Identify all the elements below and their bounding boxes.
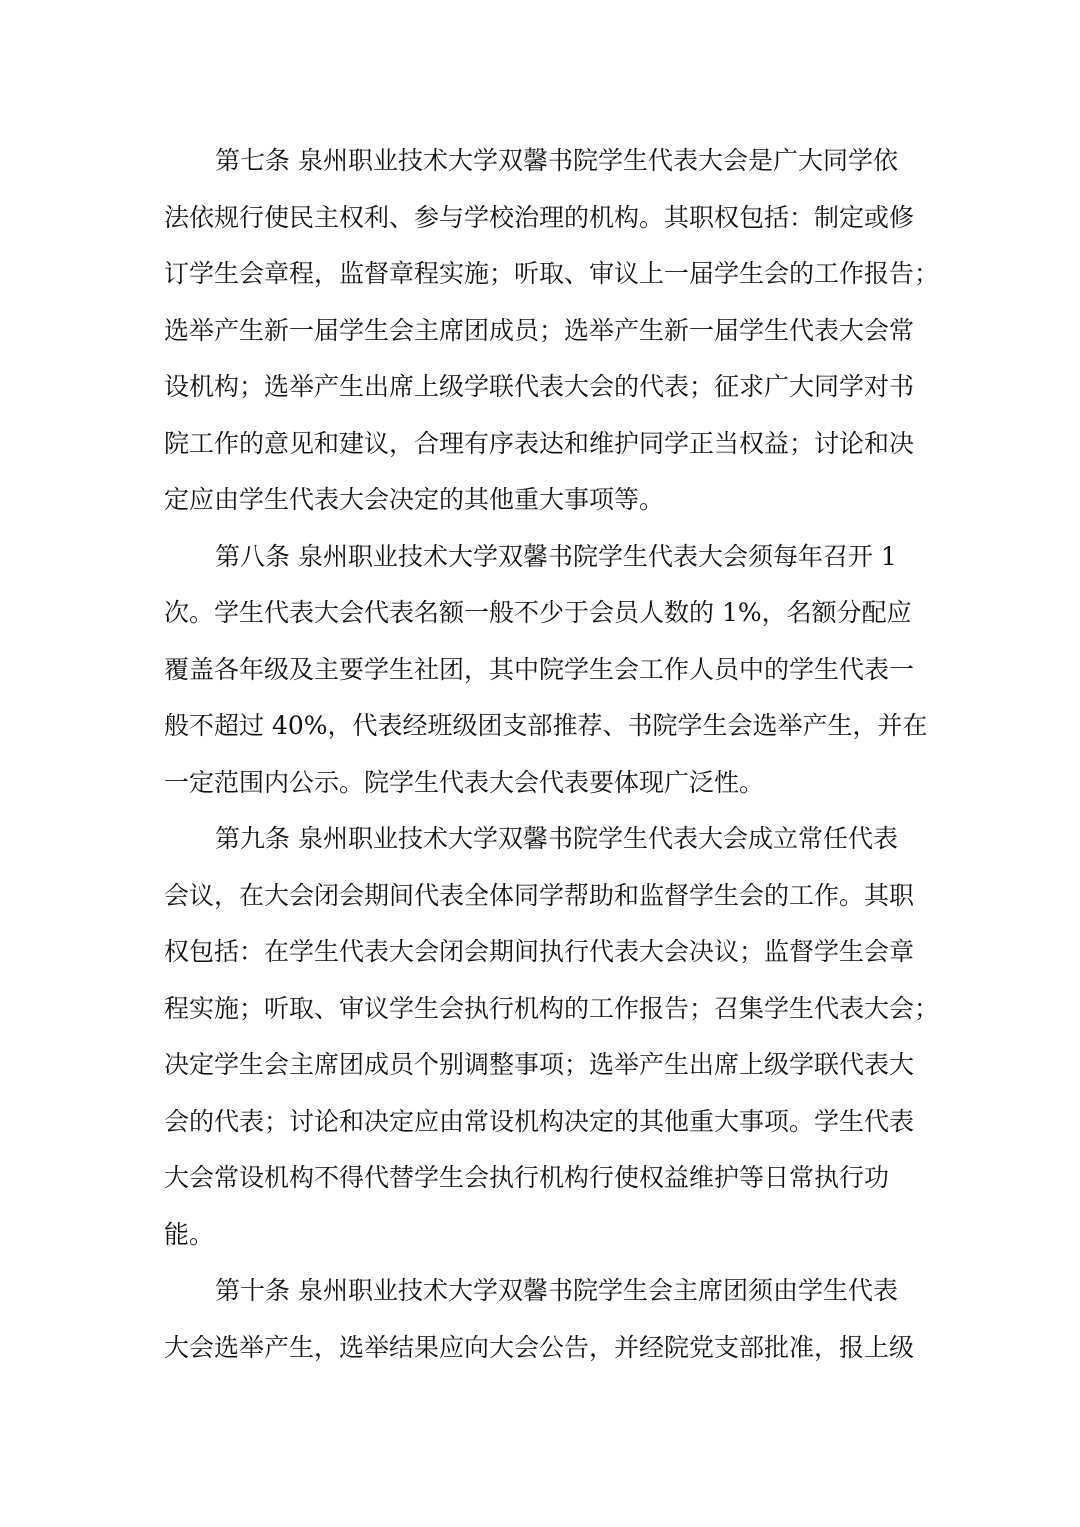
text-line: 一定范围内公示。院学生代表大会代表要体现广泛性。 xyxy=(164,767,765,797)
text-line: 订学生会章程，监督章程实施；听取、审议上一届学生会的工作报告； xyxy=(164,259,940,288)
text-line: 般不超过 40%，代表经班级团支部推荐、书院学生会选举产生，并在 xyxy=(164,711,928,740)
text-line: 程实施；听取、审议学生会执行机构的工作报告；召集学生代表大会； xyxy=(164,993,940,1023)
text-line: 会的代表；讨论和决定应由常设机构决定的其他重大事项。学生代表 xyxy=(164,1106,915,1136)
text-line: 会议，在大会闭会期间代表全体同学帮助和监督学生会的工作。其职 xyxy=(164,880,915,910)
text-line: 设机构；选举产生出席上级学联代表大会的代表；征求广大同学对书 xyxy=(164,372,915,401)
text-line: 院工作的意见和建议，合理有序表达和维护同学正当权益；讨论和决 xyxy=(164,428,915,458)
text-line: 决定学生会主席团成员个别调整事项；选举产生出席上级学联代表大 xyxy=(164,1050,915,1079)
text-line: 第十条 泉州职业技术大学双馨书院学生会主席团须由学生代表 xyxy=(215,1276,898,1305)
text-line: 权包括：在学生代表大会闭会期间执行代表大会决议；监督学生会章 xyxy=(164,937,915,966)
text-line: 大会选举产生，选举结果应向大会公告，并经院党支部批准，报上级 xyxy=(164,1332,915,1362)
document-body xyxy=(164,133,940,1376)
text-line: 覆盖各年级及主要学生社团，其中院学生会工作人员中的学生代表一 xyxy=(164,654,915,684)
text-line: 次。学生代表大会代表名额一般不少于会员人数的 1%，名额分配应 xyxy=(164,598,912,627)
article-9-paragraph xyxy=(164,811,940,1263)
text-line: 能。 xyxy=(164,1219,215,1249)
text-line: 第九条 泉州职业技术大学双馨书院学生代表大会成立常任代表 xyxy=(215,824,898,853)
text-line: 第七条 泉州职业技术大学双馨书院学生代表大会是广大同学依 xyxy=(215,146,898,175)
text-line: 大会常设机构不得代替学生会执行机构行使权益维护等日常执行功 xyxy=(164,1163,890,1192)
article-10-paragraph xyxy=(164,1263,916,1376)
article-7-paragraph xyxy=(164,133,940,529)
text-line: 第八条 泉州职业技术大学双馨书院学生代表大会须每年召开 1 xyxy=(215,541,897,571)
text-line: 法依规行使民主权利、参与学校治理的机构。其职权包括：制定或修 xyxy=(164,202,915,232)
article-8-paragraph xyxy=(164,529,928,812)
text-line: 选举产生新一届学生会主席团成员；选举产生新一届学生代表大会常 xyxy=(164,315,915,345)
text-line: 定应由学生代表大会决定的其他重大事项等。 xyxy=(164,485,665,514)
